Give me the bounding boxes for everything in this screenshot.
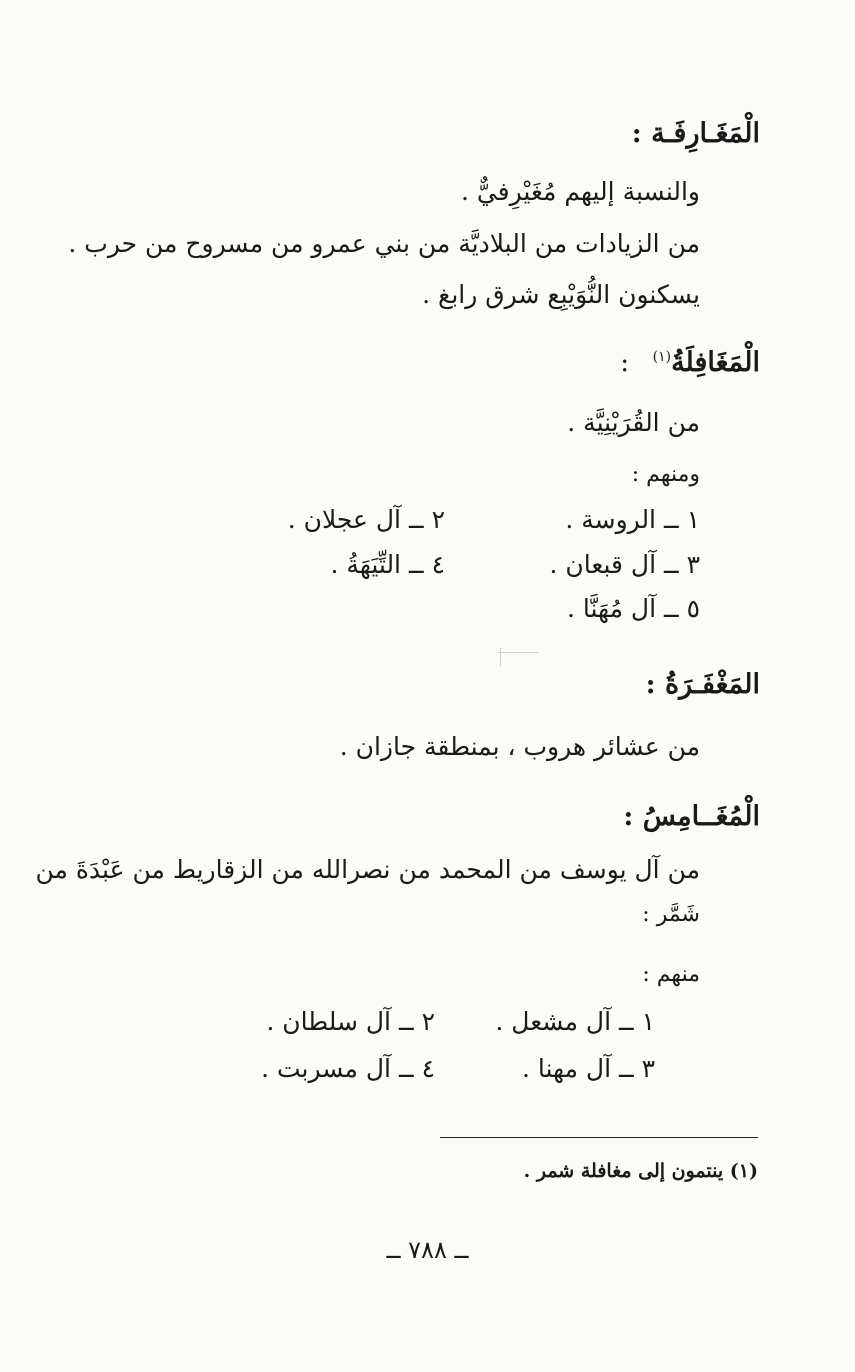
list-item: ٣ ــ آل قبعان . xyxy=(549,550,700,579)
text-line: من عشائر هروب ، بمنطقة جازان . xyxy=(339,732,700,761)
list-item: ٥ ــ آل مُهَنَّا . xyxy=(566,594,700,623)
text-line: والنسبة إليهم مُغَيْرِفيٌّ . xyxy=(460,177,700,206)
text-line: ومنهم : xyxy=(631,462,700,487)
page-number: ــ ٧٨٨ ــ xyxy=(386,1236,469,1264)
text-line: يسكنون النُّوَيْبِع شرق رابغ . xyxy=(422,280,700,309)
heading-colon: : xyxy=(620,347,630,378)
footnote-ref: (١) xyxy=(652,349,672,365)
list-item: ٢ ــ آل عجلان . xyxy=(287,505,445,534)
text-line: شَمَّر : xyxy=(642,902,700,927)
heading-text: الْمَغَافِلَةُ xyxy=(671,347,760,378)
text-line: من القُرَيْنِيَّة . xyxy=(567,408,700,437)
heading-mughaamis: الْمُغَــامِسُ : xyxy=(623,801,760,832)
text-line: منهم : xyxy=(642,962,700,987)
list-item: ٤ ــ التِّيَهَةُ . xyxy=(330,550,445,579)
heading-maghaafila xyxy=(620,340,760,380)
scan-speck xyxy=(498,652,538,653)
list-item: ٣ ــ آل مهنا . xyxy=(521,1054,655,1083)
text-line: من آل يوسف من المحمد من نصرالله من الزقاريط من عَبْدَةَ من xyxy=(35,855,700,884)
text-line: من الزيادات من البلاديَّة من بني عمرو من مسروح من حرب . xyxy=(68,229,700,258)
list-item: ١ ــ آل مشعل . xyxy=(495,1007,655,1036)
list-item: ١ ــ الروسة . xyxy=(565,505,700,534)
list-item: ٢ ــ آل سلطان . xyxy=(266,1007,435,1036)
scan-speck xyxy=(500,648,501,666)
heading-maghaarifa: الْمَغَـارِفَـة : xyxy=(631,118,760,149)
heading-maghfara: المَغْفَـرَةُ : xyxy=(645,669,760,700)
footnote: (١) ينتمون إلى مغافلة شمر . xyxy=(523,1160,758,1182)
footnote-rule xyxy=(440,1137,758,1138)
list-item: ٤ ــ آل مسربت . xyxy=(261,1054,435,1083)
